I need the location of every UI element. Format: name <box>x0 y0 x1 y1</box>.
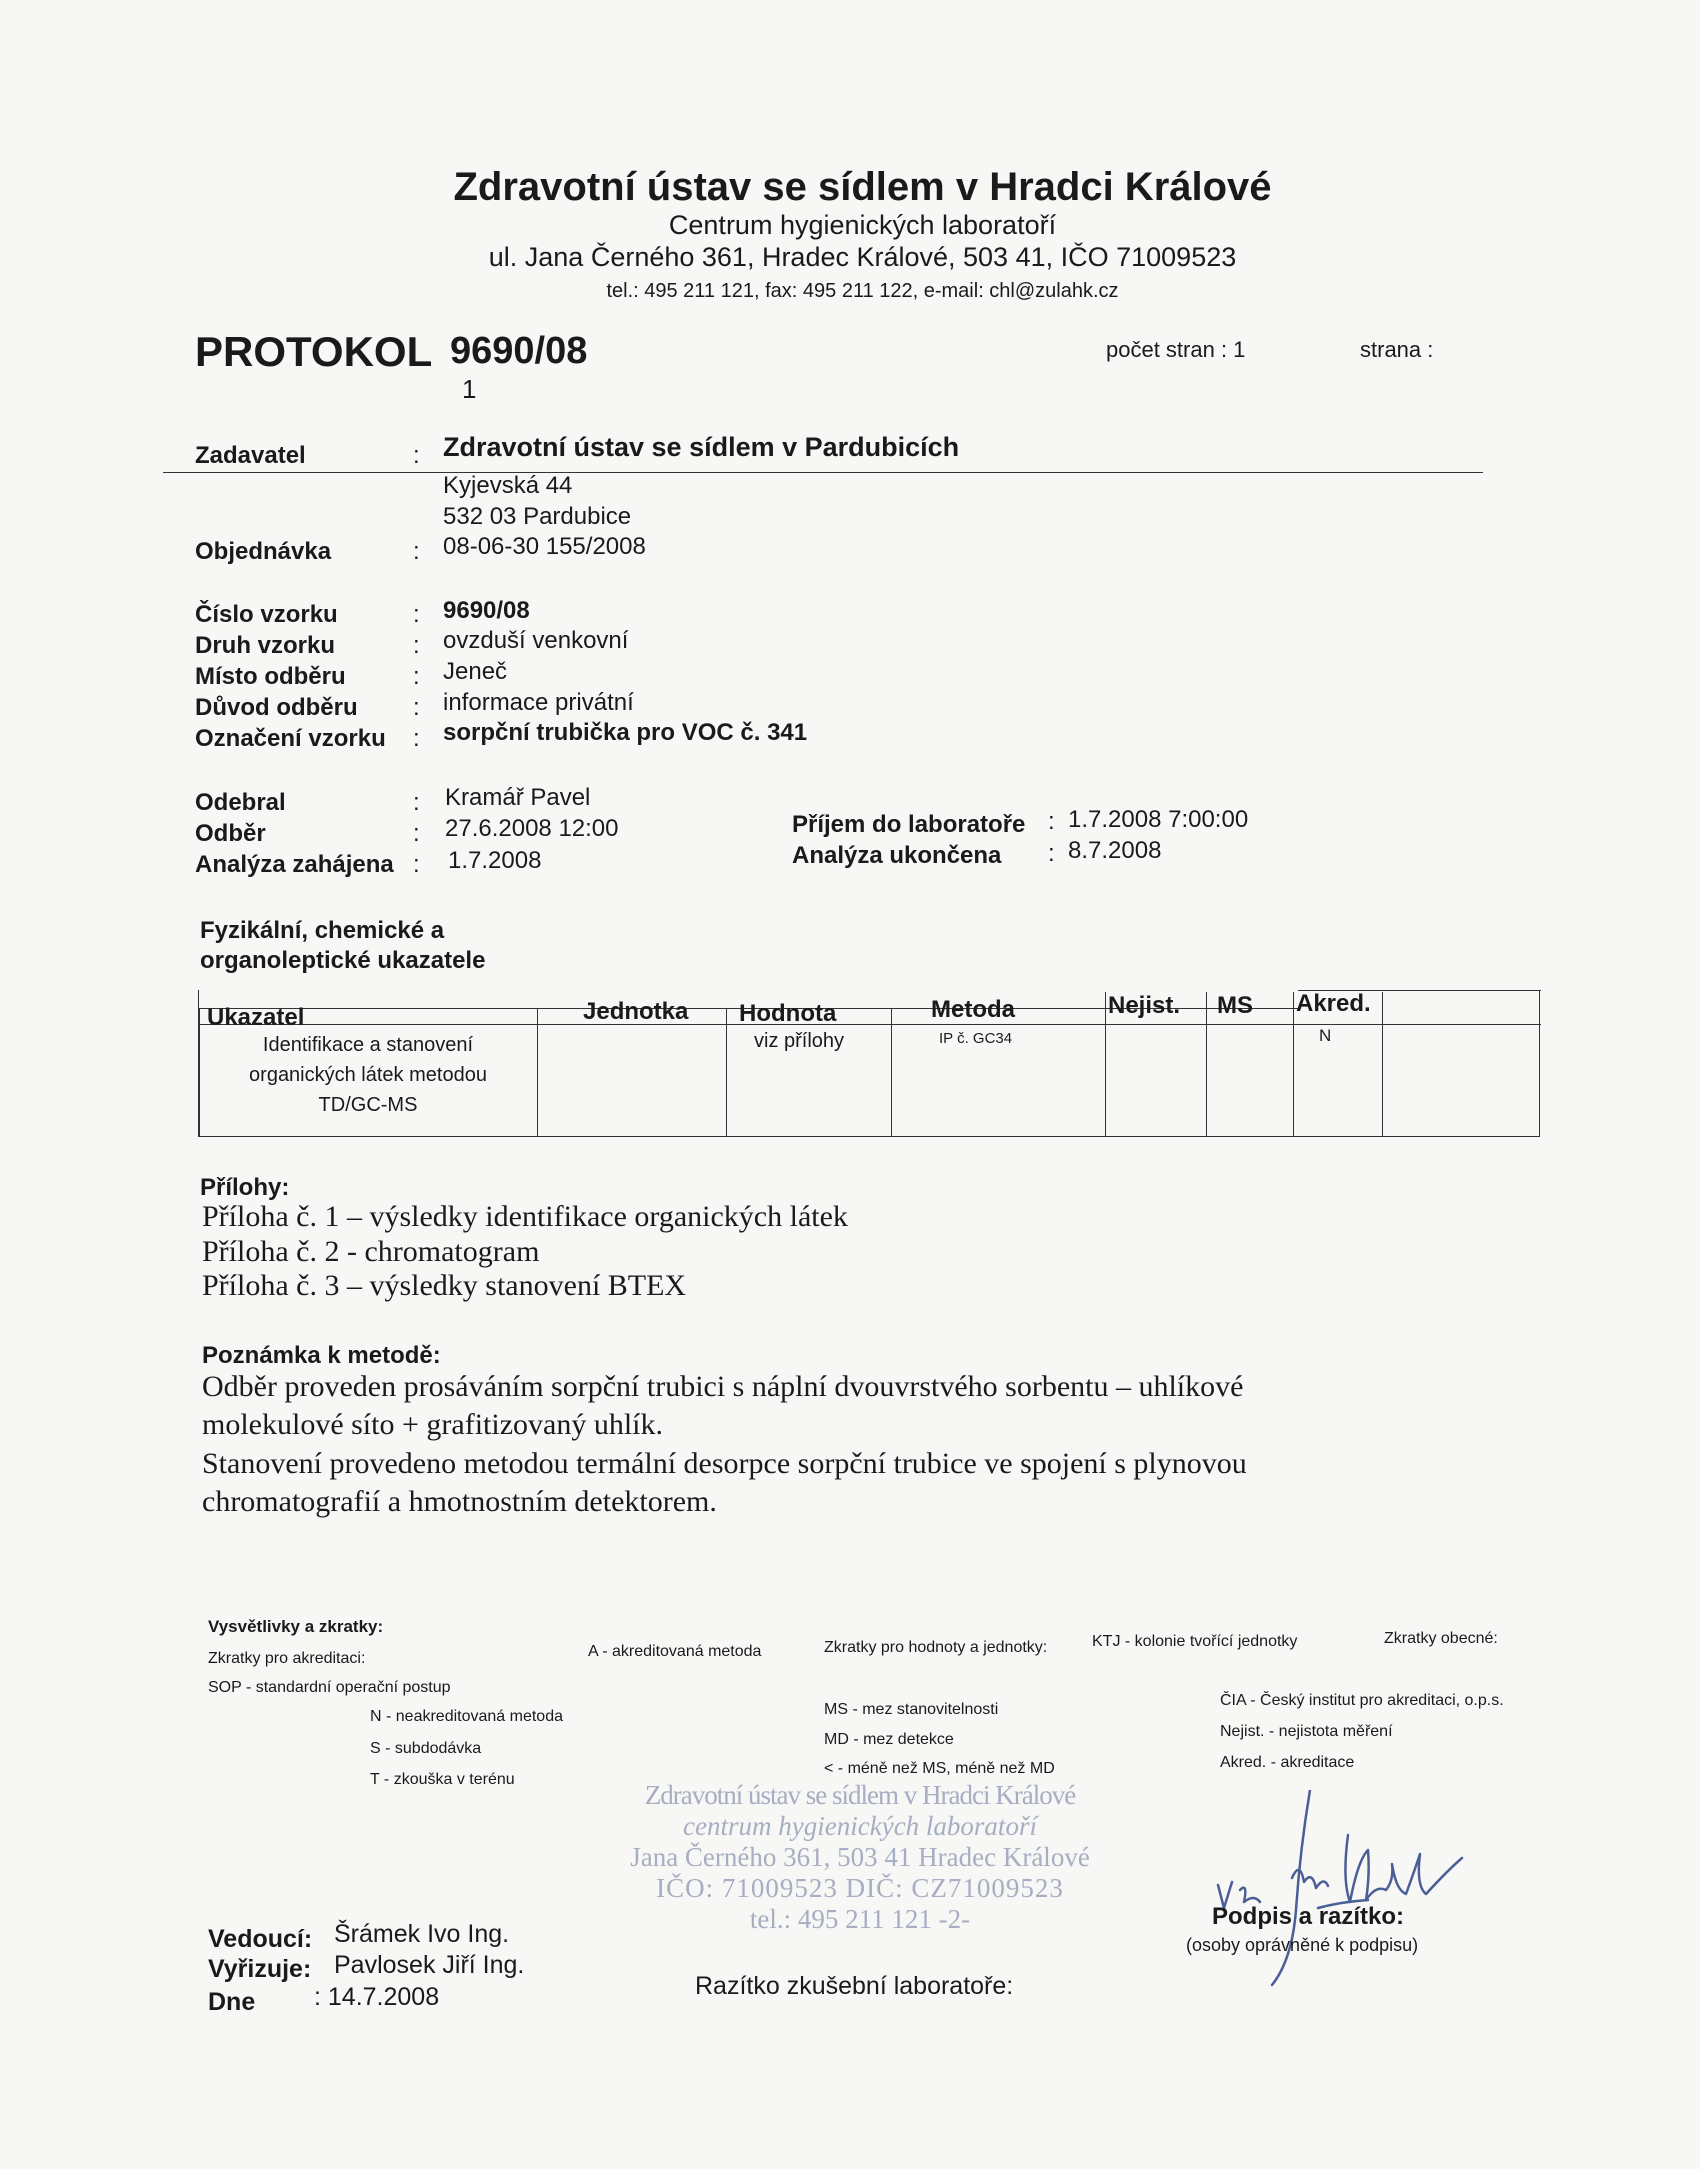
duvod-odberu-value: informace privátní <box>443 689 634 716</box>
zahajena-value: 1.7.2008 <box>448 847 542 874</box>
col-divider <box>1206 992 1207 1137</box>
method-note-label: Poznámka k metodě: <box>202 1342 441 1369</box>
lab-subtitle: Centrum hygienických laboratoří <box>668 210 1057 240</box>
zadavatel-label: Zadavatel <box>195 442 306 469</box>
attachment-item: Příloha č. 2 - chromatogram <box>202 1235 540 1268</box>
vedouci-label: Vedoucí: <box>208 1925 313 1953</box>
legend-akred-label: Zkratky pro akreditaci: <box>208 1650 366 1667</box>
method-note-line: chromatografií a hmotnostním detektorem. <box>202 1485 717 1518</box>
col-divider <box>537 1008 538 1137</box>
cislo-vzorku-label: Číslo vzorku <box>195 601 338 628</box>
colon: : <box>413 538 420 565</box>
stamp-line4: IČO: 71009523 DIČ: CZ71009523 <box>656 1873 1064 1903</box>
legend-ms: MS - mez stanovitelnosti <box>824 1701 999 1718</box>
legend-t: T - zkouška v terénu <box>370 1771 515 1788</box>
col-divider <box>891 1008 892 1137</box>
colon: : <box>413 851 420 878</box>
page-count: počet stran : 1 <box>1106 337 1246 362</box>
dne-label: Dne <box>208 1988 256 2016</box>
page-number: strana : <box>1360 337 1434 362</box>
col-header-metoda: Metoda <box>931 996 1015 1023</box>
colon: : <box>413 442 420 469</box>
legend-cia: ČIA - Český institut pro akreditaci, o.p.s. <box>1220 1692 1504 1709</box>
section-heading-line1: Fyzikální, chemické a <box>200 917 445 944</box>
protocol-sub-number: 1 <box>462 374 477 404</box>
stamp-line5: tel.: 495 211 121 -2- <box>749 1904 971 1934</box>
druh-vzorku-label: Druh vzorku <box>195 632 336 659</box>
legend-md: MD - mez detekce <box>824 1731 954 1748</box>
cell-ukazatel-line1: Identifikace a stanovení <box>262 1034 474 1056</box>
legend-n: N - neakreditovaná metoda <box>370 1708 563 1725</box>
misto-odberu-label: Místo odběru <box>195 663 346 690</box>
col-divider <box>1105 992 1106 1137</box>
col-header-nejist: Nejist. <box>1108 992 1181 1019</box>
legend-s: S - subdodávka <box>370 1740 482 1757</box>
attachments-label: Přílohy: <box>200 1174 290 1201</box>
prijem-value: 1.7.2008 7:00:00 <box>1068 806 1249 833</box>
results-table <box>198 990 1540 1137</box>
colon: : <box>1048 840 1055 867</box>
colon: : <box>413 632 420 659</box>
objednavka-value: 08-06-30 155/2008 <box>443 533 646 560</box>
attachment-item: Příloha č. 3 – výsledky stanovení BTEX <box>202 1269 687 1302</box>
oznaceni-vzorku-label: Označení vzorku <box>195 725 386 752</box>
col-divider <box>1382 992 1383 1137</box>
method-note-line: Odběr proveden prosáváním sorpční trubici s náplní dvouvrstvého sorbentu – uhlíkové <box>202 1370 1244 1403</box>
stamp-line1: Zdravotní ústav se sídlem v Hradci Králové <box>644 1780 1076 1810</box>
stamp-line3: Jana Černého 361, 503 41 Hradec Králové <box>630 1842 1090 1872</box>
odebral-label: Odebral <box>195 789 286 816</box>
col-divider <box>726 1008 727 1137</box>
colon: : <box>413 820 420 847</box>
duvod-odberu-label: Důvod odběru <box>195 694 358 721</box>
odber-value: 27.6.2008 12:00 <box>445 815 619 842</box>
zadavatel-rule <box>163 472 1483 473</box>
ukoncena-value: 8.7.2008 <box>1068 837 1162 864</box>
col-header-ukazatel: Ukazatel <box>207 1004 305 1031</box>
signature-icon <box>1200 1790 1480 1990</box>
lab-contact: tel.: 495 211 121, fax: 495 211 122, e-mail: chl@zulahk.cz <box>606 280 1119 302</box>
section-heading-line2: organoleptické ukazatele <box>200 947 486 974</box>
legend-units-label: Zkratky pro hodnoty a jednotky: <box>824 1639 1048 1656</box>
cell-ukazatel-line2: organických látek metodou <box>249 1064 487 1086</box>
protocol-number: 9690/08 <box>450 330 588 372</box>
vyrizuje-value: Pavlosek Jiří Ing. <box>334 1951 525 1979</box>
legend-title: Vysvětlivky a zkratky: <box>208 1617 384 1636</box>
cislo-vzorku-value: 9690/08 <box>443 597 530 624</box>
legend-a: A - akreditovaná metoda <box>588 1643 762 1660</box>
misto-odberu-value: Jeneč <box>443 658 508 685</box>
colon: : <box>1048 808 1055 835</box>
header-row-line <box>199 1024 1541 1025</box>
odebral-value: Kramář Pavel <box>445 784 591 811</box>
col-header-hodnota: Hodnota <box>739 1000 837 1027</box>
col-header-ms: MS <box>1217 992 1253 1019</box>
prijem-label: Příjem do laboratoře <box>792 811 1026 838</box>
cell-akred: N <box>1319 1026 1332 1045</box>
oznaceni-vzorku-value: sorpční trubička pro VOC č. 341 <box>443 719 808 746</box>
client-street: Kyjevská 44 <box>443 472 573 499</box>
cell-hodnota: viz přílohy <box>754 1030 845 1052</box>
colon: : <box>413 601 420 628</box>
razitko-label: Razítko zkušební laboratoře: <box>695 1972 1014 2000</box>
legend-lt: < - méně než MS, méně než MD <box>824 1760 1055 1777</box>
legend-general-label: Zkratky obecné: <box>1384 1630 1498 1647</box>
lab-stamp <box>630 1780 1090 1935</box>
objednavka-label: Objednávka <box>195 538 332 565</box>
podpis-sub: (osoby oprávněné k podpisu) <box>1186 1935 1419 1955</box>
druh-vzorku-value: ovzduší venkovní <box>443 627 629 654</box>
method-note-line: molekulové síto + grafitizovaný uhlík. <box>202 1408 664 1441</box>
stamp-line2: centrum hygienických laboratoří <box>683 1811 1037 1841</box>
attachment-item: Příloha č. 1 – výsledky identifikace organických látek <box>202 1200 848 1233</box>
cell-ukazatel-line3: TD/GC-MS <box>318 1094 418 1116</box>
col-header-jednotka: Jednotka <box>583 998 689 1025</box>
legend-nejist: Nejist. - nejistota měření <box>1220 1723 1393 1740</box>
cell-metoda: IP č. GC34 <box>939 1030 1013 1047</box>
lab-address: ul. Jana Černého 361, Hradec Králové, 503 41, IČO 71009523 <box>488 242 1237 272</box>
col-divider <box>1293 992 1294 1137</box>
vedouci-value: Šrámek Ivo Ing. <box>334 1920 510 1948</box>
vyrizuje-label: Vyřizuje: <box>208 1955 312 1983</box>
colon: : <box>413 694 420 721</box>
colon: : <box>413 725 420 752</box>
table-right-edge <box>1539 990 1540 1008</box>
colon: : <box>413 663 420 690</box>
protocol-label: PROTOKOL <box>195 328 433 375</box>
legend-akred: Akred. - akreditace <box>1220 1754 1355 1771</box>
method-note-line: Stanovení provedeno metodou termální desorpce sorpční trubice ve spojení s plynovou <box>202 1447 1247 1480</box>
zadavatel-name: Zdravotní ústav se sídlem v Pardubicích <box>443 432 960 462</box>
legend-sop: SOP - standardní operační postup <box>208 1679 451 1696</box>
ukoncena-label: Analýza ukončena <box>792 842 1002 869</box>
zahajena-label: Analýza zahájena <box>195 851 394 878</box>
client-city: 532 03 Pardubice <box>443 503 632 530</box>
podpis-label: Podpis a razítko: <box>1212 1903 1405 1930</box>
lab-title: Zdravotní ústav se sídlem v Hradci Králové <box>453 165 1272 209</box>
colon: : <box>413 789 420 816</box>
dne-value: : 14.7.2008 <box>314 1983 440 2011</box>
col-header-akred: Akred. <box>1296 990 1371 1017</box>
odber-label: Odběr <box>195 820 266 847</box>
legend-ktj: KTJ - kolonie tvořící jednotky <box>1092 1633 1298 1650</box>
